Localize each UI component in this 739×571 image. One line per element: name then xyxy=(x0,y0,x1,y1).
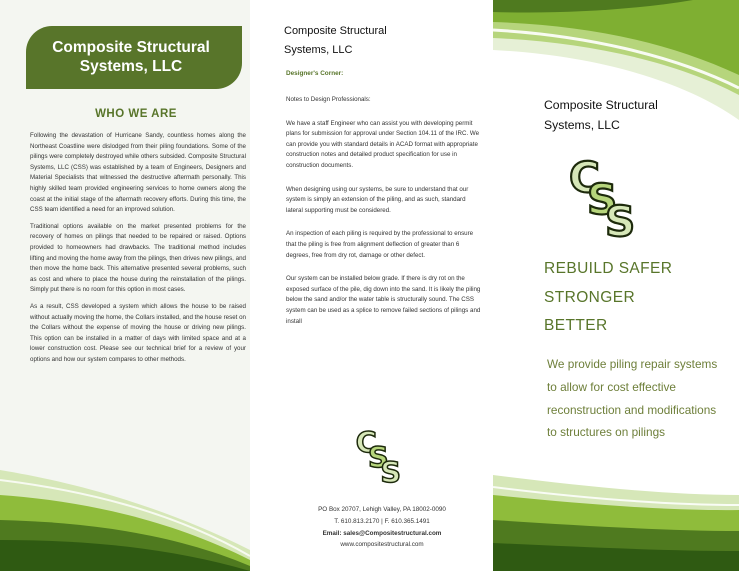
css-logo-icon xyxy=(354,425,408,485)
who-we-are-body xyxy=(30,131,246,371)
svg-text:S: S xyxy=(368,440,389,475)
cover-title-line1: Composite Structural xyxy=(544,98,658,112)
css-logo-large-icon xyxy=(567,152,645,240)
tagline-line: BETTER xyxy=(544,317,608,334)
paragraph: Traditional options available on the market presented problems for the recovery of homes on pilings that needed to be repaired or raised. Options provided to homeowners had drawbacks. The traditional method includes lifting and moving the home away from the pilings, then drives new pilings, and then move the home back. This alternative presented several problems, such as cost and where to place the house during the reinstallation of the pilings. Simply put there is no room for this option in most cases. xyxy=(30,222,246,294)
green-swoosh-decoration xyxy=(0,440,250,571)
paragraph: As a result, CSS developed a system which allows the house to be raised without actually moving the home, the Collars installed, and the house reset on the Collars without the expense of moving the house or driving new pilings. This option can be installed in a matter of days with limited space and at a lower construction cost. Please see our technical brief for a review of your options and how our system compares to other methods. xyxy=(30,302,246,363)
svg-text:S: S xyxy=(380,455,401,485)
tagline-line: REBUILD SAFER xyxy=(544,260,673,277)
paragraph: An inspection of each piling is required by the professional to ensure that the piling is free from alignment deflection of greater than 6 degrees, free from dry rot, damage or other defect. xyxy=(286,230,474,259)
svg-text:C: C xyxy=(355,425,377,460)
banner-title-line1: Composite Structural xyxy=(52,39,210,56)
paragraph: We have a staff Engineer who can assist you with developing permit plans for submission for approval under Section 104.11 of the IRC. We can provide you with standard details in ACAD format with appropriate construction notes and detailed product specification for use in construction documents. xyxy=(286,119,480,169)
website: www.compositestructural.com xyxy=(340,541,424,549)
cover-title-line2: Systems, LLC xyxy=(544,118,620,132)
middle-title-line2: Systems, LLC xyxy=(284,44,353,56)
contact-block xyxy=(292,504,472,551)
tagline-line: STRONGER xyxy=(544,288,636,306)
svg-text:C: C xyxy=(569,153,600,202)
middle-panel-title xyxy=(284,22,474,60)
paragraph: Notes to Design Professionals: xyxy=(286,96,371,103)
email: Email: sales@Compositestructural.com xyxy=(322,529,442,537)
banner-title-line2: Systems, LLC xyxy=(79,58,183,75)
designers-corner-body xyxy=(286,95,482,340)
green-swoosh-bottom-decoration xyxy=(493,455,739,571)
address: PO Box 20707, Lehigh Valley, PA 18002-0090 xyxy=(318,506,446,513)
section-heading-who-we-are: WHO WE ARE xyxy=(95,108,177,120)
banner-title xyxy=(26,38,236,76)
paragraph: Following the devastation of Hurricane Sandy, countless homes along the Northeast Coastline were dislodged from their piling foundations. Some of the pilings were completely destroyed while others subsided. Composite Structural Systems, LLC (CSS) was established by a team of Engineers, Designers and Material Specialists that witnessed the destructive aftermath personally. This highly skilled team provided engineering services to home owners along the coast at the initial stage of the aftermath recovery efforts. During this time, the CSS team identified a need for an improved solution. xyxy=(30,132,246,214)
svg-text:S: S xyxy=(605,197,636,240)
cover-title xyxy=(544,95,704,135)
tagline xyxy=(544,255,734,341)
designers-corner-label: Designer's Corner: xyxy=(286,70,344,77)
svg-text:S: S xyxy=(587,175,618,224)
phone-fax: T. 610.813.2170 | F. 610.365.1491 xyxy=(334,517,430,525)
cover-description: We provide piling repair systems to allow for cost effective reconstruction and modifications to structures on pilings xyxy=(547,357,718,440)
paragraph: When designing using our systems, be sure to understand that our system is simply an extension of the piling, and as such, standard lateral supporting must be considered. xyxy=(286,185,469,214)
middle-title-line1: Composite Structural xyxy=(284,25,387,37)
paragraph: Our system can be installed below grade. If there is dry rot on the exposed surface of the pile, dig down into the sand. It is likely the piling below the sand and/or the water table is structurally sound. The CSS system can be used as a splice to remove failed sections of pilings and install xyxy=(286,275,481,325)
